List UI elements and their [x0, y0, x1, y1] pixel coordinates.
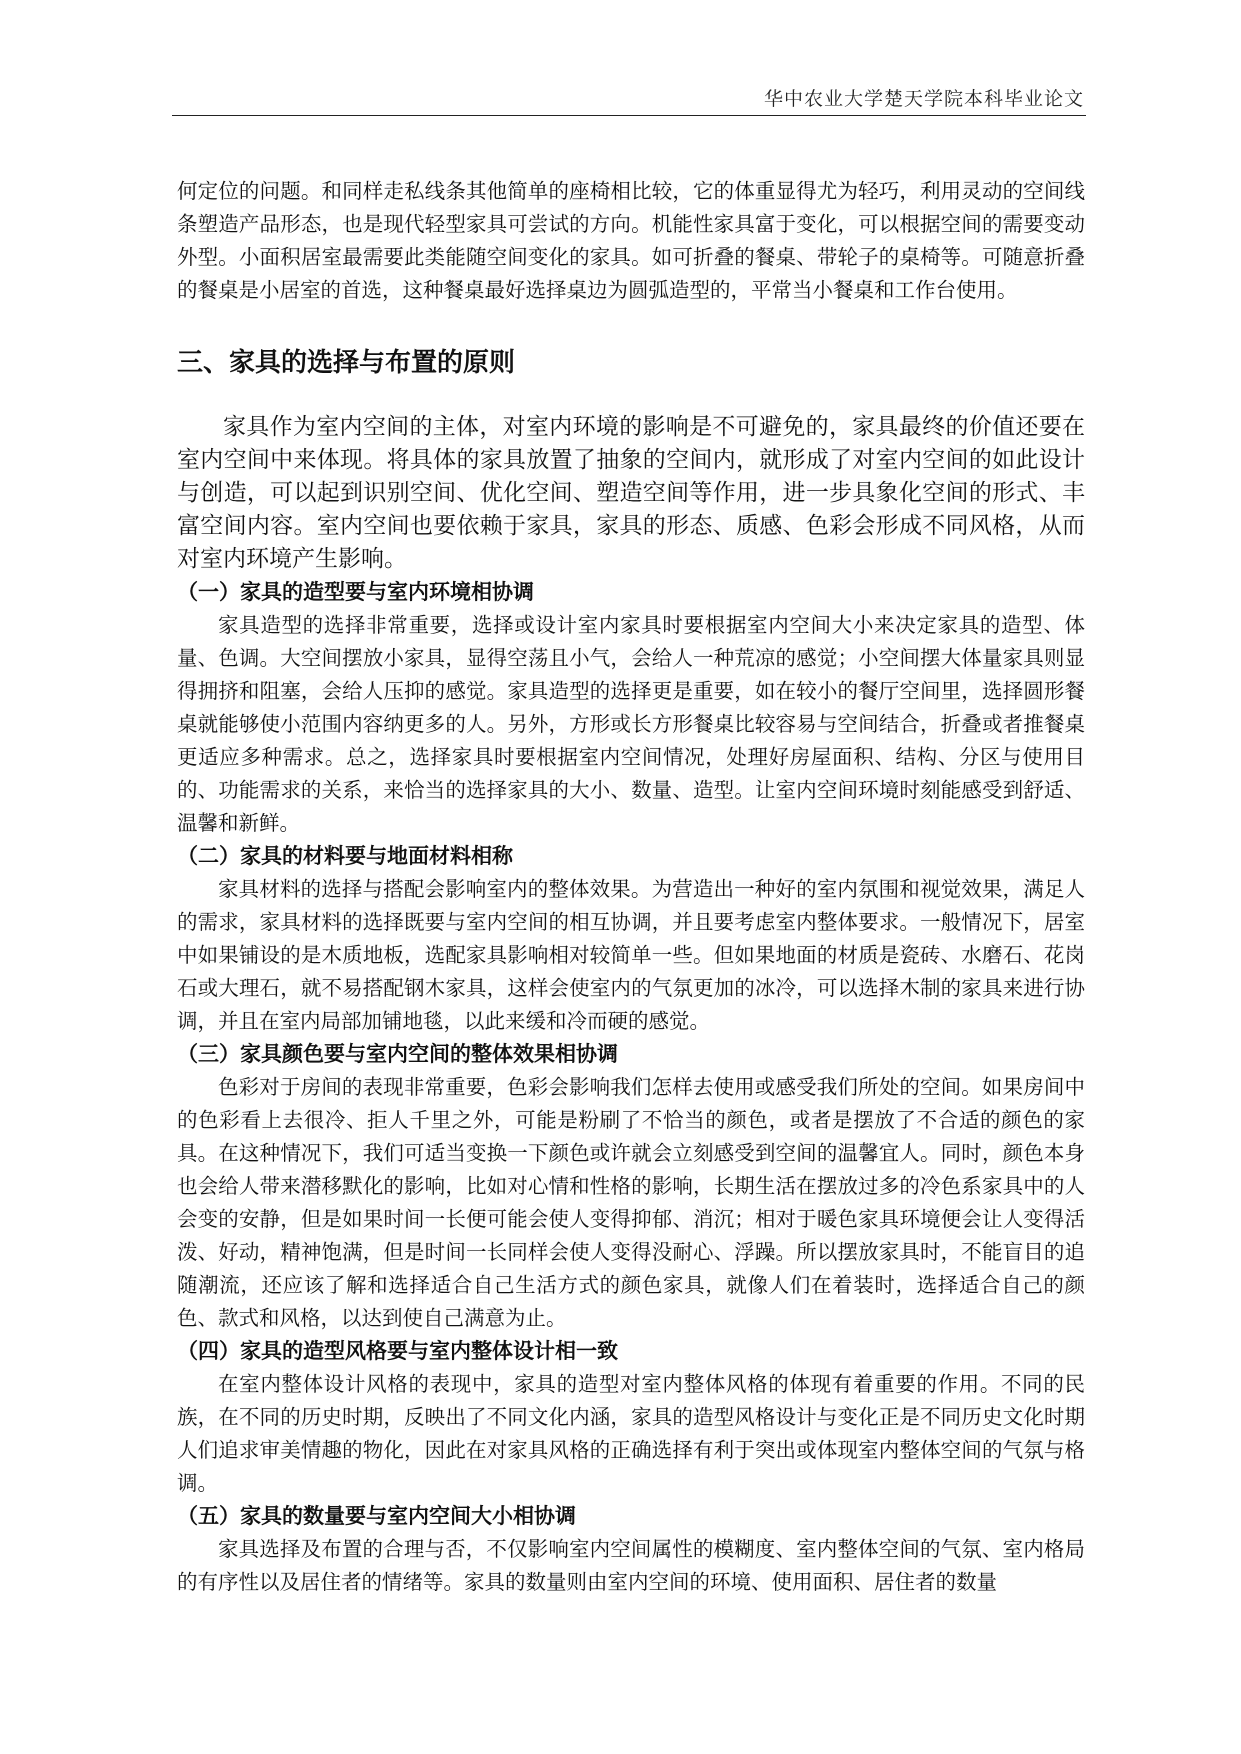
subsection-heading-5: （五）家具的数量要与室内空间大小相协调: [177, 1504, 576, 1528]
section-heading-3: 三、家具的选择与布置的原则: [177, 348, 516, 378]
page-header: [172, 84, 1086, 114]
header-rule: [172, 115, 1086, 116]
subsection-paragraph-3: 色彩对于房间的表现非常重要，色彩会影响我们怎样去使用或感受我们所处的空间。如果房间中的色彩看上去很冷、拒人千里之外，可能是粉刷了不恰当的颜色，或者是摆放了不合适的颜色的家具。在这种情况下，我们可适当变换一下颜色或许就会立刻感受到空间的温馨宜人。同时，颜色本身也会给人带来潜移默化的影响，比如对心情和性格的影响，长期生活在摆放过多的冷色系家具中的人会变的安静，但是如果时间一长便可能会使人变得抑郁、消沉；相对于暖色家具环境便会让人变得活泼、好动，精神饱满，但是时间一长同样会使人变得没耐心、浮躁。所以摆放家具时，不能盲目的追随潮流，还应该了解和选择适合自己生活方式的颜色家具，就像人们在着装时，选择适合自己的颜色、款式和风格，以达到使自己满意为止。: [177, 1075, 1085, 1330]
subsection-paragraph-1: 家具造型的选择非常重要，选择或设计室内家具时要根据室内空间大小来决定家具的造型、体量、色调。大空间摆放小家具，显得空荡且小气，会给人一种荒凉的感觉；小空间摆大体量家具则显得拥挤和阻塞，会给人压抑的感觉。家具造型的选择更是重要，如在较小的餐厅空间里，选择圆形餐桌就能够使小范围内容纳更多的人。另外，方形或长方形餐桌比较容易与空间结合，折叠或者推餐桌更适应多种需求。总之，选择家具时要根据室内空间情况，处理好房屋面积、结构、分区与使用目的、功能需求的关系，来恰当的选择家具的大小、数量、造型。让室内空间环境时刻能感受到舒适、温馨和新鲜。: [177, 613, 1085, 835]
subsection-paragraph-2: 家具材料的选择与搭配会影响室内的整体效果。为营造出一种好的室内氛围和视觉效果，满足人的需求，家具材料的选择既要与室内空间的相互协调，并且要考虑室内整体要求。一般情况下，居室中如果铺设的是木质地板，选配家具影响相对较简单一些。但如果地面的材质是瓷砖、水磨石、花岗石或大理石，就不易搭配钢木家具，这样会使室内的气氛更加的冰冷，可以选择木制的家具来进行协调，并且在室内局部加铺地毯，以此来缓和冷而硬的感觉。: [177, 877, 1085, 1033]
subsection-paragraph-5: 家具选择及布置的合理与否，不仅影响室内空间属性的模糊度、室内整体空间的气氛、室内格局的有序性以及居住者的情绪等。家具的数量则由室内空间的环境、使用面积、居住者的数量: [177, 1537, 1085, 1594]
section3-intro-paragraph: 家具作为室内空间的主体，对室内环境的影响是不可避免的，家具最终的价值还要在室内空间中来体现。将具体的家具放置了抽象的空间内，就形成了对室内空间的如此设计与创造，可以起到识别空间、优化空间、塑造空间等作用，进一步具象化空间的形式、丰富空间内容。室内空间也要依赖于家具，家具的形态、质感、色彩会形成不同风格，从而对室内环境产生影响。: [177, 414, 1085, 572]
subsection-heading-3: （三）家具颜色要与室内空间的整体效果相协调: [177, 1042, 618, 1066]
header-title: 华中农业大学楚天学院本科毕业论文: [763, 88, 1084, 110]
subsection-heading-1: （一）家具的造型要与室内环境相协调: [177, 580, 534, 604]
subsection-paragraph-4: 在室内整体设计风格的表现中，家具的造型对室内整体风格的体现有着重要的作用。不同的民族，在不同的历史时期，反映出了不同文化内涵，家具的造型风格设计与变化正是不同历史文化时期人们追求审美情趣的物化，因此在对家具风格的正确选择有利于突出或体现室内整体空间的气氛与格调。: [177, 1372, 1085, 1495]
subsection-heading-4: （四）家具的造型风格要与室内整体设计相一致: [177, 1339, 618, 1363]
page-body: [177, 175, 1085, 1599]
intro-paragraph: 何定位的问题。和同样走私线条其他简单的座椅相比较，它的体重显得尤为轻巧，利用灵动的空间线条塑造产品形态，也是现代轻型家具可尝试的方向。机能性家具富于变化，可以根据空间的需要变动外型。小面积居室最需要此类能随空间变化的家具。如可折叠的餐桌、带轮子的桌椅等。可随意折叠的餐桌是小居室的首选，这种餐桌最好选择桌边为圆弧造型的，平常当小餐桌和工作台使用。: [177, 179, 1085, 302]
subsection-heading-2: （二）家具的材料要与地面材料相称: [177, 844, 513, 868]
